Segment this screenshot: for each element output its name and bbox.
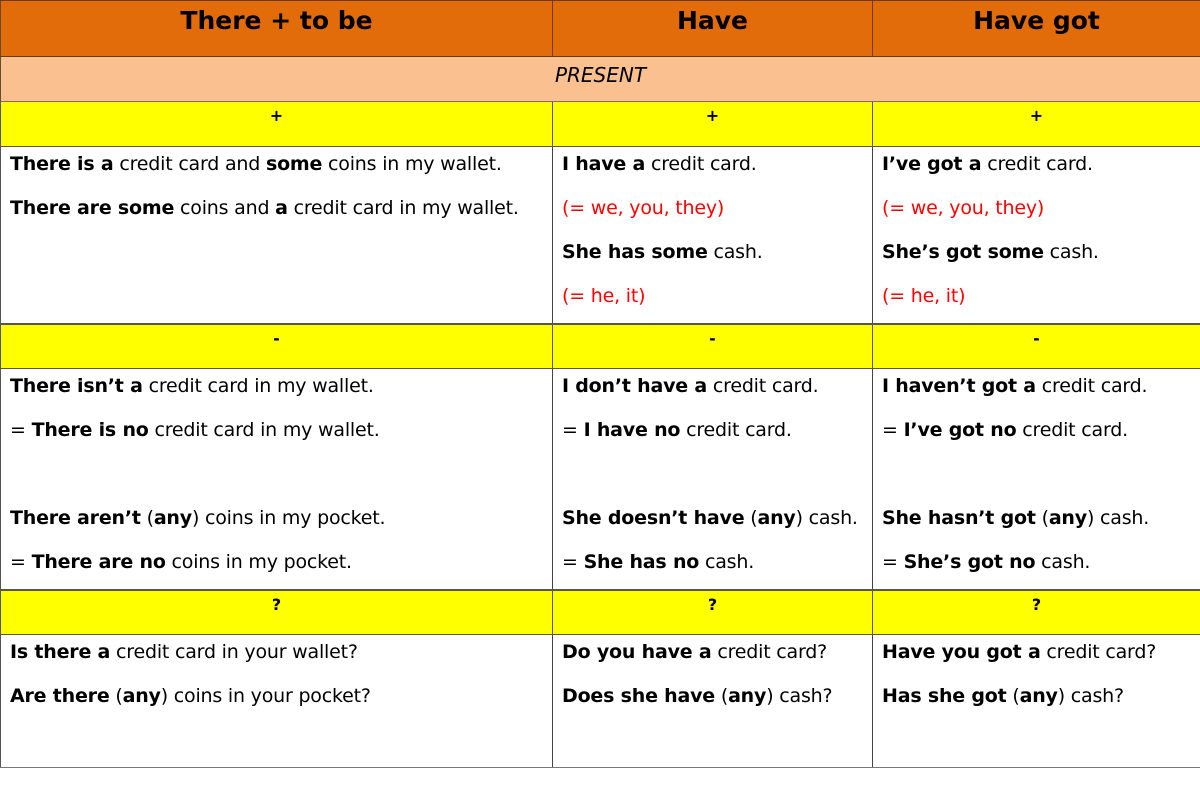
sentence-text: credit card? xyxy=(1040,641,1157,663)
column-header-there-to-be: There + to be xyxy=(0,1,553,56)
key-phrase: I have a xyxy=(562,153,646,175)
column-header-have-got: Have got xyxy=(973,6,1100,35)
sentence-text: credit card in my wallet. xyxy=(142,375,374,397)
key-phrase: any xyxy=(728,685,767,707)
column-header-row xyxy=(0,0,1200,57)
section-band-question xyxy=(0,590,1200,635)
sentence-text: credit card? xyxy=(711,641,827,663)
example-sentence xyxy=(882,506,1200,550)
key-phrase: I haven’t got a xyxy=(882,375,1036,397)
sentence-text: ) cash? xyxy=(766,685,833,707)
sentence-text: cash. xyxy=(699,551,755,573)
key-phrase: She hasn’t got xyxy=(882,507,1036,529)
example-sentence xyxy=(10,506,552,550)
sentence-text: credit card and xyxy=(113,153,266,175)
sentence-text: ( xyxy=(744,507,758,529)
example-sentence xyxy=(882,240,1200,284)
section-band-affirmative xyxy=(0,102,1200,147)
sentence-text: credit card in your wallet? xyxy=(110,641,358,663)
example-sentence xyxy=(10,152,552,196)
pronoun-note: (= we, you, they) xyxy=(562,197,725,219)
sentence-text: credit card. xyxy=(1035,375,1148,397)
sentence-text: credit card. xyxy=(981,153,1093,175)
key-phrase: She doesn’t have xyxy=(562,507,745,529)
key-phrase: I’ve got no xyxy=(903,419,1017,441)
key-phrase: She’s got no xyxy=(903,551,1036,573)
example-sentence xyxy=(562,240,872,284)
pronoun-note: (= he, it) xyxy=(882,285,966,307)
key-phrase: There is no xyxy=(31,419,149,441)
example-sentence xyxy=(562,684,872,728)
key-phrase: a xyxy=(275,197,288,219)
key-phrase: There are no xyxy=(31,551,166,573)
key-phrase: Do you have a xyxy=(562,641,712,663)
example-sentence xyxy=(562,418,872,462)
example-cell xyxy=(553,369,873,589)
sentence-text: = xyxy=(562,551,584,573)
band-symbol: ? xyxy=(553,591,873,634)
example-sentence xyxy=(882,284,1200,328)
key-phrase: Does she have xyxy=(562,685,715,707)
example-sentence xyxy=(10,640,552,684)
sentence-text: ( xyxy=(109,685,123,707)
sentence-text: ( xyxy=(1035,507,1049,529)
example-sentence xyxy=(562,550,872,594)
example-cell xyxy=(0,147,553,323)
example-sentence xyxy=(882,196,1200,240)
key-phrase: She has no xyxy=(583,551,700,573)
example-sentence xyxy=(562,284,872,328)
period-label: PRESENT xyxy=(554,63,647,87)
sentence-text: = xyxy=(882,419,904,441)
example-sentence xyxy=(562,640,872,684)
key-phrase: I don’t have a xyxy=(562,375,708,397)
sentence-text: coins and xyxy=(174,197,276,219)
band-symbol: + xyxy=(1029,106,1044,125)
key-phrase: Is there a xyxy=(10,641,111,663)
example-cell xyxy=(553,635,873,767)
sentence-text: credit card in my wallet. xyxy=(287,197,519,219)
sentence-text: = xyxy=(10,419,32,441)
section-content-affirmative xyxy=(0,147,1200,324)
band-symbol: - xyxy=(0,325,553,368)
example-sentence xyxy=(882,550,1200,594)
pronoun-note: (= he, it) xyxy=(562,285,646,307)
key-phrase: Has she got xyxy=(882,685,1007,707)
sentence-text: credit card. xyxy=(707,375,819,397)
example-cell xyxy=(0,369,553,589)
spacer xyxy=(882,462,1200,506)
example-cell xyxy=(873,147,1200,323)
sentence-text: cash. xyxy=(1035,551,1091,573)
section-band-negative xyxy=(0,324,1200,369)
example-cell xyxy=(873,635,1200,767)
band-symbol: ? xyxy=(0,591,553,634)
sentence-text: ) cash? xyxy=(1057,685,1124,707)
key-phrase: I have no xyxy=(583,419,681,441)
column-header-have: Have xyxy=(553,1,873,56)
key-phrase: any xyxy=(1019,685,1058,707)
sentence-text: ) cash. xyxy=(795,507,858,529)
key-phrase: There isn’t a xyxy=(10,375,143,397)
sentence-text: ( xyxy=(140,507,154,529)
key-phrase: She’s got some xyxy=(882,241,1044,263)
key-phrase: any xyxy=(757,507,796,529)
sentence-text: ( xyxy=(715,685,729,707)
sentence-text: ) coins in your pocket? xyxy=(160,685,371,707)
key-phrase: She has some xyxy=(562,241,708,263)
key-phrase: Have you got a xyxy=(882,641,1041,663)
example-sentence xyxy=(562,152,872,196)
example-sentence xyxy=(562,196,872,240)
sentence-text: cash. xyxy=(707,241,763,263)
example-sentence xyxy=(882,152,1200,196)
band-symbol: + xyxy=(0,102,553,146)
key-phrase: Are there xyxy=(10,685,110,707)
key-phrase: There aren’t xyxy=(10,507,141,529)
key-phrase: There is a xyxy=(10,153,114,175)
key-phrase: I’ve got a xyxy=(882,153,982,175)
example-sentence xyxy=(562,506,872,550)
key-phrase: There are some xyxy=(10,197,175,219)
example-sentence xyxy=(882,684,1200,728)
spacer xyxy=(10,462,552,506)
sentence-text: ( xyxy=(1006,685,1020,707)
key-phrase: any xyxy=(122,685,161,707)
key-phrase: any xyxy=(1048,507,1087,529)
sentence-text: credit card in my wallet. xyxy=(148,419,380,441)
example-sentence xyxy=(882,418,1200,462)
sentence-text: coins in my wallet. xyxy=(322,153,502,175)
example-cell xyxy=(873,369,1200,589)
band-symbol: - xyxy=(553,325,873,368)
example-sentence xyxy=(882,640,1200,684)
sentence-text: credit card. xyxy=(680,419,792,441)
band-symbol: - xyxy=(1033,329,1040,348)
spacer xyxy=(562,462,872,506)
sentence-text: ) cash. xyxy=(1086,507,1150,529)
example-sentence xyxy=(562,374,872,418)
sentence-text: = xyxy=(882,551,904,573)
sentence-text: = xyxy=(562,419,584,441)
example-cell xyxy=(0,635,553,767)
example-cell xyxy=(553,147,873,323)
example-sentence xyxy=(10,374,552,418)
example-sentence xyxy=(10,550,552,594)
key-phrase: any xyxy=(153,507,192,529)
sentence-text: coins in my pocket. xyxy=(165,551,352,573)
example-sentence xyxy=(10,684,552,728)
period-row xyxy=(0,57,1200,102)
sentence-text: credit card. xyxy=(1016,419,1128,441)
sentence-text: = xyxy=(10,551,32,573)
sentence-text: cash. xyxy=(1043,241,1099,263)
section-content-negative xyxy=(0,369,1200,590)
sentence-text: credit card. xyxy=(645,153,757,175)
key-phrase: some xyxy=(265,153,323,175)
example-sentence xyxy=(10,196,552,240)
example-sentence xyxy=(10,418,552,462)
sentence-text: ) coins in my pocket. xyxy=(191,507,386,529)
band-symbol: + xyxy=(553,102,873,146)
example-sentence xyxy=(882,374,1200,418)
band-symbol: ? xyxy=(1031,595,1042,614)
pronoun-note: (= we, you, they) xyxy=(882,197,1045,219)
section-content-question xyxy=(0,635,1200,768)
